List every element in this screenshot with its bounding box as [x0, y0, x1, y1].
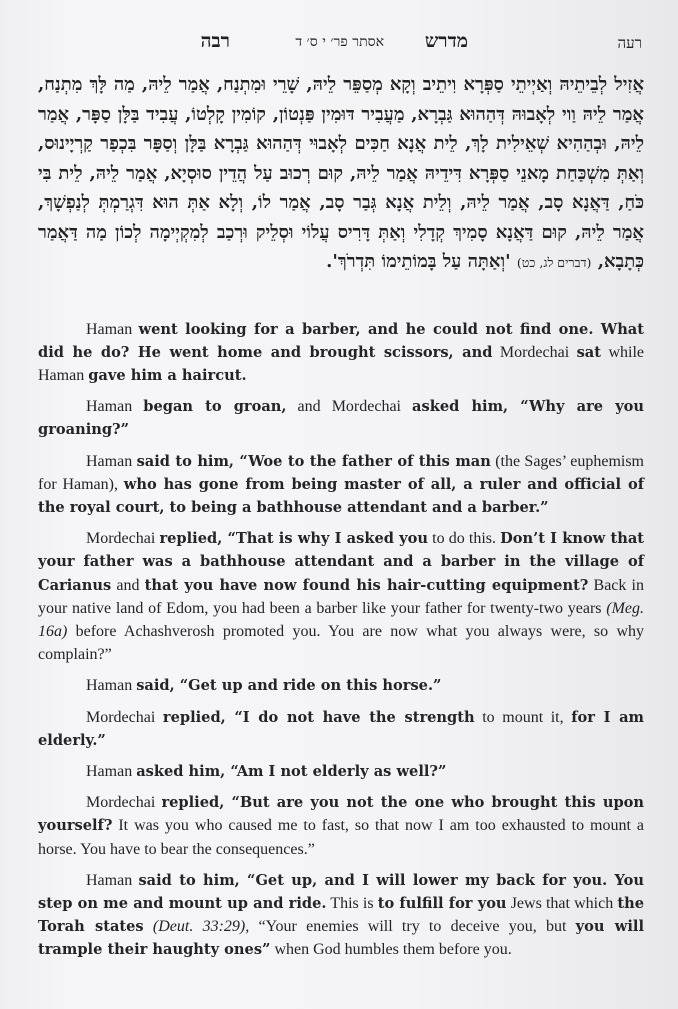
header-reference: אסתר פר׳ י ס׳ ד	[295, 34, 384, 50]
paragraph-7: Haman asked him, “Am I not elderly as well?”	[86, 762, 447, 780]
paragraph-5: Haman said, “Get up and ride on this horse.”	[86, 677, 442, 695]
paragraph-9: Haman said to him, “Get up, and I will lower my back for you. You step on me and mount up and ride. This is to fulfill for you Jews that which the Torah states (Deut. 33:29), “Your enemies will try to deceive you, but you will trample their haughty ones” when God humbles them before you.	[38, 871, 645, 959]
hebrew-text-block	[38, 70, 644, 278]
running-header	[38, 22, 644, 58]
paragraph-1: Haman went looking for a barber, and he could not find one. What did he do? He went home and brought scissors, and Mordechai sat while Haman gave him a haircut.	[38, 320, 645, 384]
hebrew-body: אֲזִיל לְבֵיתֵיהּ וְאַיְיתֵי סַפְּרָא וִיתֵיב וְקָא מְסַפֵּר לֵיהּ, שָׁרֵי וּמִתְנַח, אֲמַר לֵיהּ, מַה לָּךְ מִתְנַח, אֲמַר לֵיהּ וַוי לְאָבוּהּ דְּהַהוּא גַּבְרָא, מַעֲבִיר דּוּמִין פַּנְטוֹן, קוֹמִין קָלְטוֹ, עֲבִיד בַּלָּן סַפָּר, אֲמַר לֵיהּ, וּבְהַהִיא שְׁאֵילִית לָךְ, לֵית אֲנָא חַכִּים לְאָבוּי דְּהַהוּא גַּבְרָא בַּלָּן וְסַפָּר בִּכְפַר קַרְיָינוּס, וְאַתְּ מִשְׁכַּחַת מָאנֵי סַפְּרָא דִּידֵיהּ אֲמַר לֵיהּ, קוּם רְכוּב עַל הֲדֵין סוּסְיָא, אֲמַר לֵיהּ, לֵית בִּי כֹּחַ, דַּאֲנָא סָב, אֲמַר לֵיהּ, וְלֵית אֲנָא גְּבַר סָב, אֲמַר לוֹ, וְלָא אַתְּ הוּא דִּגְרַמְתְּ לְנַפְשָׁךְ, אֲמַר לֵיהּ, קוּם דַּאֲנָא סָמִיךְ קְדָלִי וְאַתְּ דָּרִיס עֲלוֹי וּסְלֵיק וּרְכַב לְמִקְיְימָה לְכוֹן מַה דַּאֲמַר כְּתָבָא,	[38, 74, 644, 272]
paragraph-4: Mordechai replied, “That is why I asked you to do this. Don’t I know that your father was a bathhouse attendant and a barber in the village of Carianus and that you have now found his hair-cutting equipment? Back in your native land of Edom, you had been a barber like your father for twenty-two years (Meg. 16a) before Achashverosh promoted you. You are now what you always were, so why complain?”	[38, 530, 645, 664]
hebrew-citation: (דברים לג, כט)	[516, 255, 592, 270]
english-translation	[38, 318, 644, 962]
paragraph-8: Mordechai replied, “But are you not the one who brought this upon yourself? It was you who caused me to fast, so that now I am too exhausted to mount a horse. You have to bear the consequences.”	[38, 794, 644, 858]
paragraph-3: Haman said to him, “Woe to the father of this man (the Sages’ euphemism for Haman), who has gone from being master of all, a ruler and official of the royal court, to being a bathhouse attendant and a barber.”	[38, 452, 645, 516]
paragraph-2: Haman began to groan, and Mordechai asked him, “Why are you groaning?”	[38, 398, 645, 439]
hebrew-verse: 'וְאַתָּה עַל בָּמוֹתֵימוֹ תִּדְרֹךְ'.	[326, 251, 511, 272]
header-book-title: מדרש	[424, 30, 468, 52]
header-rabbah: רבה	[200, 30, 230, 52]
paragraph-6: Mordechai replied, “I do not have the strength to mount it, for I am elderly.”	[38, 708, 644, 749]
page-number: רעה	[617, 34, 642, 52]
